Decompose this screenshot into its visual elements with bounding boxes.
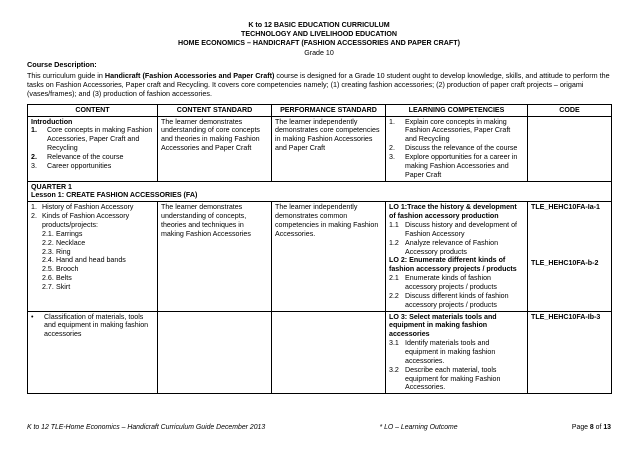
lo3-content-cell	[28, 311, 158, 394]
item-number: 3.2	[389, 365, 399, 374]
intro-content-standard: The learner demonstrates understanding of core concepts and theories in making Fashion Accessories and Paper Craft	[158, 116, 272, 181]
footer-page-number	[572, 424, 611, 432]
item-text: Describe each material, tools equipment for making Fashion Accessories.	[405, 365, 501, 392]
item-text: Ring	[56, 247, 71, 256]
item-text: Relevance of the course	[47, 153, 124, 161]
list-item	[389, 153, 524, 180]
item-text: Necklace	[56, 238, 86, 247]
course-description	[27, 71, 611, 99]
list-item	[389, 366, 524, 393]
header-performance-standard: PERFORMANCE STANDARD	[272, 104, 386, 116]
bullet-icon: •	[31, 312, 34, 321]
item-number: 1.	[389, 117, 395, 126]
item-text: Earrings	[56, 229, 83, 238]
item-number: 1.2	[389, 238, 399, 247]
intro-content-cell	[28, 116, 158, 181]
lo3-competencies-cell	[386, 311, 528, 394]
header-grade: Grade 10	[304, 48, 334, 57]
list-item	[31, 212, 154, 230]
lo2-title: LO 2: Enumerate different kinds of fashion accessory projects / products	[389, 256, 517, 274]
list-item	[389, 239, 524, 257]
sub-list-item	[31, 283, 154, 292]
footer-lo-note: * LO – Learning Outcome	[379, 424, 458, 431]
description-course-name: Handicraft (Fashion Accessories and Paper Craft)	[104, 70, 275, 80]
list-item	[31, 313, 154, 340]
item-number: 3.1	[389, 339, 399, 348]
item-text: Discuss the relevance of the course	[405, 144, 518, 153]
item-text: Identify materials tools and equipment in making fashion accessories.	[405, 339, 496, 365]
item-number: 2.	[389, 144, 395, 153]
item-number: 1.1	[389, 221, 399, 230]
lo3-performance-standard	[272, 311, 386, 394]
course-description-title: Course Description:	[27, 59, 97, 69]
item-text: Discuss different kinds of fashion accessory projects / products	[405, 291, 509, 309]
item-text: Kinds of Fashion Accessory products/projects:	[42, 212, 130, 230]
sub-list-item	[31, 274, 154, 283]
item-text: Core concepts in making Fashion Accessories, Paper Craft and Recycling	[47, 126, 153, 153]
list-item	[389, 339, 524, 366]
sub-list-item	[31, 248, 154, 257]
intro-competencies-cell	[386, 116, 528, 181]
page-current: 8	[589, 424, 594, 431]
table-row-quarter	[28, 181, 612, 202]
intro-performance-standard: The learner independently demonstrates core competencies in making Fashion Accessories and Paper Craft	[272, 116, 386, 181]
curriculum-table	[27, 104, 612, 395]
lesson1-performance-standard: The learner independently demonstrates common competencies in making Fashion Accessories.	[272, 202, 386, 311]
item-text: Explore opportunities for a career in making Fashion Accessories and Paper Craft	[405, 153, 518, 179]
item-text: Career opportunities	[47, 161, 112, 170]
page-total: 13	[603, 424, 611, 431]
item-number: 2.	[31, 212, 37, 221]
item-text: Belts	[56, 274, 72, 283]
code-lo1: TLE_HEHC10FA-Ia-1	[531, 203, 600, 212]
item-text: Hand and head bands	[56, 256, 126, 265]
sub-list-item	[31, 230, 154, 239]
table-row-lesson1-lo3	[28, 311, 612, 394]
lesson1-competencies-cell	[386, 202, 528, 311]
intro-title: Introduction	[31, 117, 73, 126]
item-text: Analyze relevance of Fashion Accessory products	[405, 238, 499, 256]
header-line-3: HOME ECONOMICS – HANDICRAFT (FASHION ACCESSORIES AND PAPER CRAFT)	[178, 39, 460, 48]
quarter-heading-cell	[28, 181, 612, 202]
lesson1-content-standard: The learner demonstrates understanding of concepts, theories and techniques in making Fashion Accessories	[158, 202, 272, 311]
page-of: of	[593, 424, 604, 431]
item-text: Classification of materials, tools and equipment in making fashion accessories	[44, 312, 149, 339]
code-spacer	[531, 212, 608, 259]
list-item	[31, 153, 154, 162]
header-line-1: K to 12 BASIC EDUCATION CURRICULUM	[248, 21, 390, 29]
lesson1-code-cell	[528, 202, 612, 311]
item-number: 2.6.	[42, 274, 54, 283]
description-pre: This curriculum guide in	[27, 70, 105, 80]
lo3-code-cell	[528, 311, 612, 394]
document-header	[27, 21, 611, 58]
sub-list-item	[31, 265, 154, 274]
sub-list-item	[31, 239, 154, 248]
item-number: 2.2.	[42, 238, 54, 247]
item-text: Explain core concepts in making Fashion Accessories, Paper Craft and Recycling	[405, 117, 511, 144]
footer-guide-title: K to 12 TLE-Home Economics – Handicraft Curriculum Guide December 2013	[27, 424, 266, 431]
list-item	[31, 126, 154, 153]
lesson1-content-cell	[28, 202, 158, 311]
item-number: 3.	[31, 161, 37, 170]
item-number: 2.1	[389, 274, 399, 283]
list-item	[389, 144, 524, 153]
item-number: 1.	[31, 203, 37, 212]
page-footer	[27, 424, 611, 432]
quarter-title: QUARTER 1	[31, 182, 72, 191]
item-number: 2.4.	[42, 256, 54, 265]
table-row-lesson1	[28, 202, 612, 311]
item-number: 2.1.	[42, 229, 54, 238]
list-item	[389, 118, 524, 145]
item-text: Discuss history and development of Fashion Accessory	[405, 221, 517, 238]
table-row-introduction	[28, 116, 612, 181]
code-lo2: TLE_HEHC10FA-b-2	[531, 259, 599, 268]
lesson-title: Lesson 1: CREATE FASHION ACCESSORIES (FA)	[31, 191, 198, 200]
item-number: 2.7.	[42, 283, 54, 292]
sub-list-item	[31, 256, 154, 265]
header-code: CODE	[528, 104, 612, 116]
list-item	[389, 292, 524, 310]
header-line-2: TECHNOLOGY AND LIVELIHOOD EDUCATION	[241, 30, 397, 39]
item-text: History of Fashion Accessory	[42, 203, 134, 212]
lo3-title: LO 3: Select materials tools and equipment in making fashion accessories	[389, 312, 497, 339]
item-number: 2.	[31, 153, 37, 161]
lo1-title: LO 1:Trace the history & development of fashion accessory production	[389, 203, 517, 221]
list-item	[389, 274, 524, 292]
table-header-row	[28, 104, 612, 116]
item-number: 2.5.	[42, 265, 54, 274]
header-content: CONTENT	[28, 104, 158, 116]
code-lo3: TLE_HEHC10FA-Ib-3	[531, 312, 601, 321]
list-item	[31, 203, 154, 212]
item-number: 2.3.	[42, 247, 54, 256]
list-item	[31, 162, 154, 171]
header-learning-competencies: LEARNING COMPETENCIES	[386, 104, 528, 116]
item-number: 1.	[31, 126, 37, 135]
item-number: 3.	[389, 153, 395, 161]
lo3-content-standard	[158, 311, 272, 394]
item-text: Skirt	[56, 283, 71, 292]
page-prefix: Page	[571, 424, 590, 431]
description-post: course is designed for a Grade 10 student ought to develop knowledge, skills, and attitude to perform the tasks on Fashion Accessories, Paper craft and Recycling. It covers core competencies namely; (1) creating fashion accessories; (2) production of paper craft projects – origami (vases/frames); and (3) production of fashion accessories.	[27, 70, 610, 99]
header-content-standard: CONTENT STANDARD	[158, 104, 272, 116]
item-text: Brooch	[56, 265, 79, 274]
intro-code-cell	[528, 116, 612, 181]
item-number: 2.2	[389, 291, 399, 300]
list-item	[389, 221, 524, 239]
item-text: Enumerate kinds of fashion accessory projects / products	[405, 274, 497, 292]
